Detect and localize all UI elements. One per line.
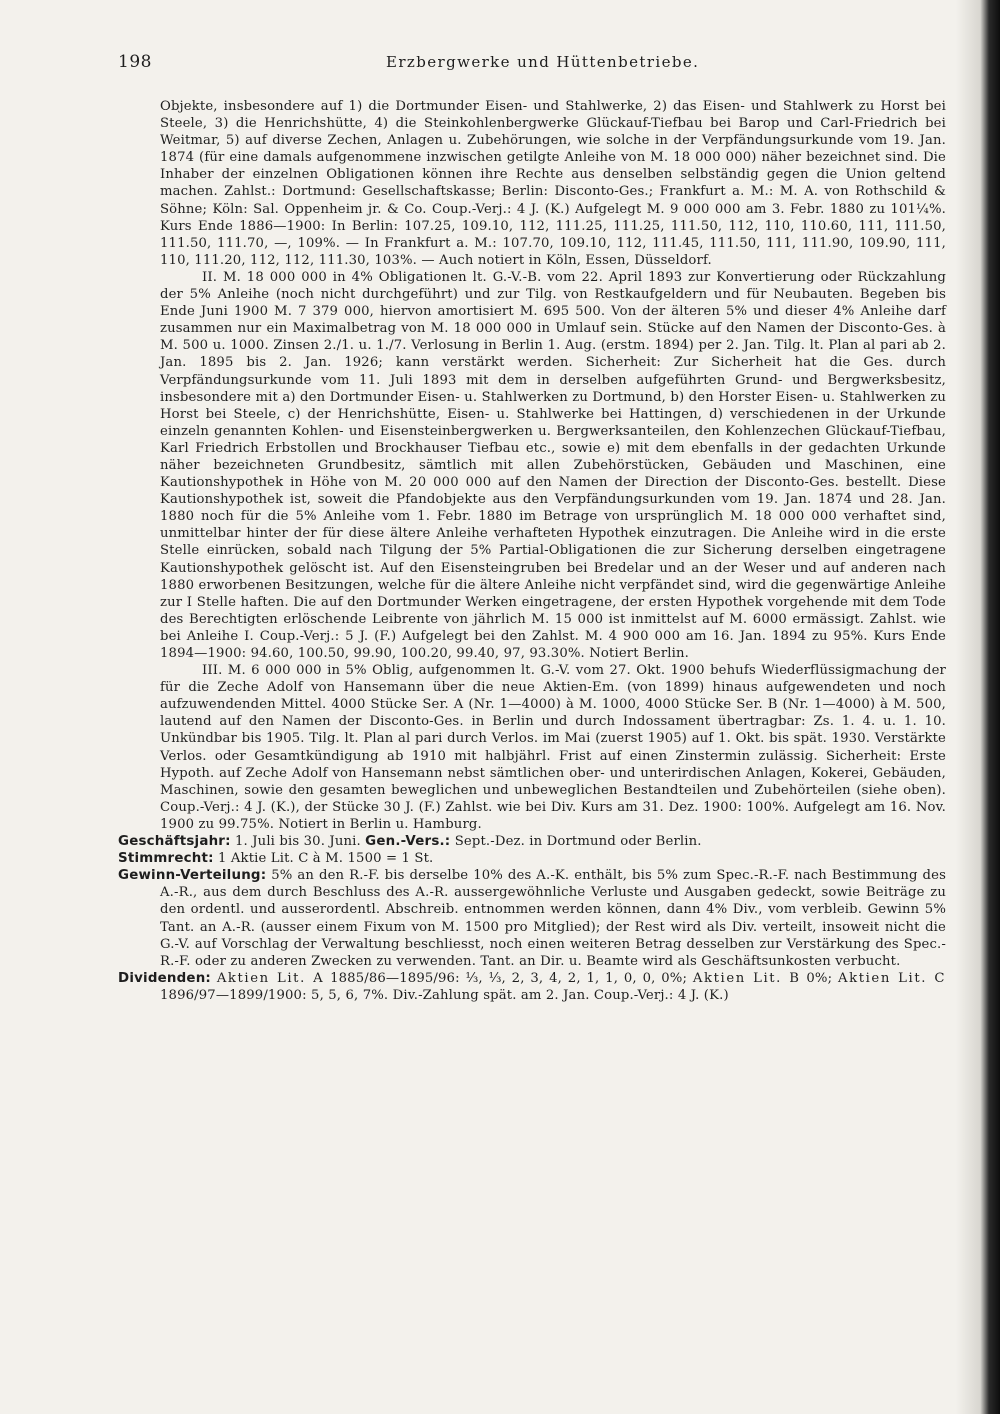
label-aktien-lit-c: Aktien Lit. C [837, 970, 947, 986]
section-dividenden [118, 970, 946, 1004]
text-geschaeftsjahr: 1. Juli bis 30. Juni. [230, 834, 366, 850]
scan-edge-shadow [956, 0, 1000, 1414]
page-number: 198 [118, 52, 152, 72]
label-geschaeftsjahr: Geschäftsjahr: [118, 834, 231, 850]
section-gewinn-verteilung [118, 867, 946, 970]
section-stimmrecht [118, 850, 946, 867]
label-dividenden: Dividenden: [118, 970, 211, 986]
text-aktien-lit-a: 1885/86—1895/96: ⅓, ⅓, 2, 3, 4, 2, 1, 1, 0, 0, 0%; [324, 970, 693, 986]
label-gen-vers: Gen.-Vers.: [365, 834, 451, 850]
label-stimmrecht: Stimmrecht: [118, 851, 214, 867]
running-title: Erzbergwerke und Hüttenbetriebe. [386, 53, 700, 71]
paragraph-bond-ii: II. M. 18 000 000 in 4% Obligationen lt. G.-V.-B. vom 22. April 1893 zur Konvertierung oder Rückzahlung der 5% Anleihe (noch nicht durchgeführt) und zur Tilg. von Restkaufgeldern und für Neubauten. Begeben bis Ende Juni 1900 M. 7 379 000, hiervon amortisiert M. 695 500. Von der älteren 5% und dieser 4% Anleihe darf zusammen nur ein Maximalbetrag von M. 18 000 000 in Umlauf sein. Stücke auf den Namen der Disconto-Ges. à M. 500 u. 1000. Zinsen 2./1. u. 1./7. Verlosung in Berlin 1. Aug. (erstm. 1894) per 2. Jan. Tilg. lt. Plan al pari ab 2. Jan. 1895 bis 2. Jan. 1926; kann verstärkt werden. Sicherheit: Zur Sicherheit hat die Ges. durch Verpfändungsurkunde vom 11. Juli 1893 mit dem in derselben aufgeführten Grund- und Bergwerksbesitz, insbesondere mit a) den Dortmunder Eisen- u. Stahlwerken zu Dortmund, b) den Horster Eisen- u. Stahlwerken zu Horst bei Steele, c) der Henrichshütte, Eisen- u. Stahlwerke bei Hattingen, d) verschiedenen in der Urkunde einzeln genannten Kohlen- und Eisensteinbergwerken u. Bergwerksanteilen, den Kohlenzechen Glückauf-Tiefbau, Karl Friedrich Erbstollen und Brockhauser Tiefbau etc., sowie e) mit dem ebenfalls in der gedachten Urkunde näher bezeichneten Grundbesitz, sämtlich mit allen Zubehörstücken, Gebäuden und Maschinen, eine Kautionshypothek in Höhe von M. 20 000 000 auf den Namen der Direction der Disconto-Ges. bestellt. Diese Kautionshypothek ist, soweit die Pfandobjekte aus den Verpfändungsurkunden vom 19. Jan. 1874 und 28. Jan. 1880 noch für die 5% Anleihe vom 1. Febr. 1880 im Betrage von ursprünglich M. 18 000 000 verhaftet sind, unmittelbar hinter der für diese ältere Anleihe verhafteten Hypothek einzutragen. Die Anleihe wird in die erste Stelle einrücken, sobald nach Tilgung der 5% Partial-Obligationen die zur Sicherung derselben eingetragene Kautionshypothek gelöscht ist. Auf den Eisensteingruben bei Bredelar und an der Weser und auf anderen nach 1880 erworbenen Besitzungen, welche für die ältere Anleihe nicht verpfändet sind, wird die gegenwärtige Anleihe zur I Stelle haften. Die auf den Dortmunder Werken eingetragene, der ersten Hypothek vorgehende mit dem Tode des Berechtigten erlöschende Leibrente von jährlich M. 15 000 ist inmittelst auf M. 6000 ermässigt. Zahlst. wie bei Anleihe I. Coup.-Verj.: 5 J. (F.) Aufgelegt bei den Zahlst. M. 4 900 000 am 16. Jan. 1894 zu 95%. Kurs Ende 1894—1900: 94.60, 100.50, 99.90, 100.20, 99.40, 97, 93.30%. Notiert Berlin. [160, 269, 946, 661]
label-gewinn-verteilung: Gewinn-Verteilung: [118, 868, 267, 884]
text-aktien-lit-b: 0%; [800, 970, 838, 986]
text-stimmrecht: 1 Aktie Lit. C à M. 1500 = 1 St. [213, 851, 434, 867]
paragraph-bond-i-continued: Objekte, insbesondere auf 1) die Dortmunder Eisen- und Stahlwerke, 2) das Eisen- und Stahlwerk zu Horst bei Steele, 3) die Henrichshütte, 4) die Steinkohlenbergwerke Glückauf-Tiefbau bei Barop und Carl-Friedrich bei Weitmar, 5) auf diverse Zechen, Anlagen u. Zubehörungen, wie solche in der Verpfändungsurkunde vom 19. Jan. 1874 (für eine damals aufgenommene inzwischen getilgte Anleihe von M. 18 000 000) näher bezeichnet sind. Die Inhaber der einzelnen Obligationen können ihre Rechte aus denselben selbständig gegen die Union geltend machen. Zahlst.: Dortmund: Gesellschaftskasse; Berlin: Disconto-Ges.; Frankfurt a. M.: M. A. von Rothschild & Söhne; Köln: Sal. Oppenheim jr. & Co. Coup.-Verj.: 4 J. (K.) Aufgelegt M. 9 000 000 am 3. Febr. 1880 zu 101¼%. Kurs Ende 1886—1900: In Berlin: 107.25, 109.10, 112, 111.25, 111.25, 111.50, 112, 110, 110.60, 111, 111.50, 111.50, 111.70, —, 109%. — In Frankfurt a. M.: 107.70, 109.10, 112, 111.45, 111.50, 111, 111.90, 109.90, 111, 110, 111.20, 112, 112, 111.30, 103%. — Auch notiert in Köln, Essen, Düsseldorf. [160, 99, 946, 268]
section-geschaeftsjahr [118, 833, 946, 850]
text-gen-vers: Sept.-Dez. in Dortmund oder Berlin. [450, 834, 702, 850]
label-aktien-lit-b: Aktien Lit. B [692, 970, 801, 986]
body-text [118, 98, 946, 1004]
paragraph-bond-iii: III. M. 6 000 000 in 5% Oblig, aufgenommen lt. G.-V. vom 27. Okt. 1900 behufs Wiederflüssigmachung der für die Zeche Adolf von Hansemann über die neue Aktien-Em. (von 1899) hinaus aufgewendeten und noch aufzuwendenden Mittel. 4000 Stücke Ser. A (Nr. 1—4000) à M. 1000, 4000 Stücke Ser. B (Nr. 1—4000) à M. 500, lautend auf den Namen der Disconto-Ges. in Berlin und durch Indossament übertragbar: Zs. 1. 4. u. 1. 10. Unkündbar bis 1905. Tilg. lt. Plan al pari durch Verlos. im Mai (zuerst 1905) auf 1. Okt. bis spät. 1930. Verstärkte Verlos. oder Gesamtkündigung ab 1910 mit halbjährl. Frist auf einen Zinstermin zulässig. Sicherheit: Erste Hypoth. auf Zeche Adolf von Hansemann nebst sämtlichen ober- und unterirdischen Anlagen, Kokerei, Gebäuden, Maschinen, sowie den gesamten beweglichen und unbeweglichen Bestandteilen und Zubehörteilen (siehe oben). Coup.-Verj.: 4 J. (K.), der Stücke 30 J. (F.) Zahlst. wie bei Div. Kurs am 31. Dez. 1900: 100%. Aufgelegt am 16. Nov. 1900 zu 99.75%. Notiert in Berlin u. Hamburg. [160, 663, 946, 832]
text-gewinn-verteilung: 5% an den R.-F. bis derselbe 10% des A.-K. enthält, bis 5% zum Spec.-R.-F. nach Bestimmung des A.-R., aus dem durch Beschluss des A.-R. aussergewöhnliche Verluste und Ausgaben gedeckt, sowie Beiträge zu den ordentl. und ausserordentl. Abschreib. entnommen werden können, dann 4% Div., vom verbleib. Gewinn 5% Tant. an A.-R. (ausser einem Fixum von M. 1500 pro Mitglied); der Rest wird als Div. verteilt, insoweit nicht die G.-V. auf Vorschlag der Verwaltung beschliesst, noch einen weiteren Betrag desselben zur Verstärkung des Spec.-R.-F. oder zu anderen Zwecken zu verwenden. Tant. an Dir. u. Beamte wird als Geschäftsunkosten verbucht. [160, 868, 946, 969]
page-header [118, 52, 948, 76]
text-aktien-lit-c: 1896/97—1899/1900: 5, 5, 6, 7%. Div.-Zahlung spät. am 2. Jan. Coup.-Verj.: 4 J. (K.) [160, 987, 729, 1003]
label-aktien-lit-a: Aktien Lit. A [216, 970, 325, 986]
